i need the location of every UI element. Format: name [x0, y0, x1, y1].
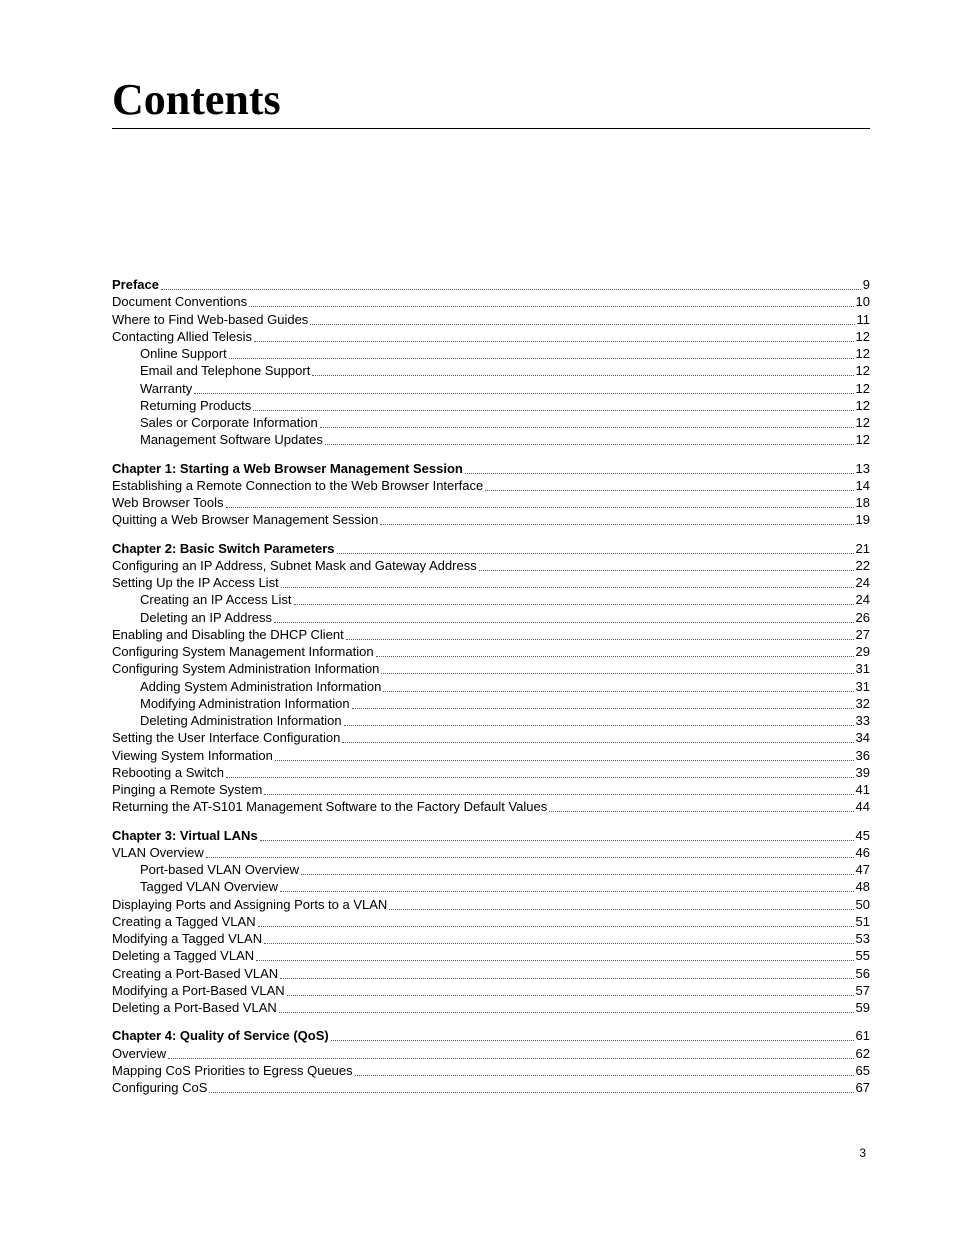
toc-entry-title: Where to Find Web-based Guides — [112, 311, 309, 327]
toc-entry-page: 45 — [855, 827, 870, 843]
toc-chapter-entry[interactable] — [112, 1027, 870, 1044]
table-of-contents — [112, 276, 870, 1107]
dot-leader — [301, 862, 854, 875]
page-number: 3 — [859, 1146, 866, 1160]
toc-entry-title: Preface — [112, 277, 159, 292]
toc-entry-title: Deleting a Port-Based VLAN — [112, 1000, 277, 1015]
toc-entry-page: 26 — [855, 609, 870, 625]
toc-entry-title: Configuring an IP Address, Subnet Mask and Gateway Address — [112, 557, 477, 573]
toc-entry-page: 67 — [855, 1080, 870, 1095]
dot-leader — [274, 610, 854, 623]
toc-entry-page: 34 — [855, 730, 870, 746]
dot-leader — [253, 398, 853, 411]
toc-entry-title: Pinging a Remote System — [112, 782, 263, 797]
toc-entry-page: 51 — [855, 913, 870, 929]
dot-leader — [380, 512, 853, 525]
toc-section — [112, 540, 870, 816]
toc-entry-title: Tagged VLAN Overview — [140, 879, 279, 895]
toc-entry-page: 33 — [855, 713, 870, 728]
toc-entry-page: 50 — [855, 896, 870, 912]
toc-entry-title: Modifying a Tagged VLAN — [112, 931, 263, 946]
toc-entry-page: 12 — [855, 432, 870, 448]
dot-leader — [254, 329, 854, 342]
dot-leader — [342, 730, 853, 743]
toc-entry[interactable] — [112, 380, 870, 397]
dot-leader — [389, 897, 853, 910]
toc-entry[interactable] — [112, 798, 870, 815]
dot-leader — [381, 661, 853, 674]
toc-entry-page: 32 — [855, 695, 870, 711]
toc-entry[interactable] — [112, 729, 870, 746]
toc-entry[interactable] — [112, 712, 870, 729]
toc-entry-title: Creating an IP Access List — [140, 592, 292, 608]
dot-leader — [226, 765, 854, 778]
toc-entry-title: Creating a Port-Based VLAN — [112, 965, 279, 981]
dot-leader — [275, 748, 854, 761]
toc-entry[interactable] — [112, 511, 870, 528]
toc-entry-title: Configuring System Administration Information — [112, 661, 380, 677]
dot-leader — [281, 575, 854, 588]
dot-leader — [287, 983, 854, 996]
toc-chapter-entry[interactable] — [112, 460, 870, 477]
dot-leader — [280, 879, 854, 892]
dot-leader — [206, 845, 854, 858]
dot-leader — [352, 696, 854, 709]
dot-leader — [279, 1000, 854, 1013]
toc-entry-page: 59 — [855, 1000, 870, 1015]
toc-entry-page: 11 — [856, 311, 870, 327]
toc-entry-title: Overview — [112, 1045, 167, 1061]
toc-entry[interactable] — [112, 557, 870, 574]
toc-entry[interactable] — [112, 695, 870, 712]
toc-entry[interactable] — [112, 660, 870, 677]
toc-entry-page: 44 — [855, 799, 870, 815]
toc-entry-page: 9 — [862, 277, 870, 292]
dot-leader — [226, 495, 854, 508]
dot-leader — [249, 294, 853, 307]
toc-entry-page: 29 — [855, 644, 870, 659]
dot-leader — [376, 644, 854, 657]
toc-entry[interactable] — [112, 397, 870, 414]
toc-entry-page: 53 — [855, 931, 870, 946]
toc-entry-title: Deleting a Tagged VLAN — [112, 948, 255, 964]
toc-entry[interactable] — [112, 965, 870, 982]
toc-entry[interactable] — [112, 878, 870, 895]
toc-entry-page: 61 — [855, 1028, 870, 1044]
toc-entry-page: 13 — [855, 460, 870, 476]
dot-leader — [294, 592, 854, 605]
toc-entry-page: 12 — [855, 397, 870, 413]
dot-leader — [479, 558, 854, 571]
toc-entry-page: 48 — [855, 879, 870, 895]
toc-entry-title: Contacting Allied Telesis — [112, 328, 252, 344]
toc-entry-title: Mapping CoS Priorities to Egress Queues — [112, 1062, 353, 1078]
toc-entry-page: 55 — [855, 948, 870, 964]
toc-entry[interactable] — [112, 293, 870, 310]
toc-entry[interactable] — [112, 345, 870, 362]
toc-entry[interactable] — [112, 930, 870, 947]
toc-entry[interactable] — [112, 414, 870, 431]
toc-entry-title: Warranty — [140, 380, 193, 396]
toc-entry[interactable] — [112, 477, 870, 494]
toc-entry-title: Returning the AT-S101 Management Software to the Factory Default Values — [112, 799, 548, 815]
toc-entry-title: Document Conventions — [112, 294, 248, 310]
toc-entry-title: Chapter 3: Virtual LANs — [112, 827, 258, 843]
toc-entry-title: Configuring System Management Information — [112, 644, 374, 659]
toc-entry-page: 56 — [855, 965, 870, 981]
toc-entry-title: Deleting Administration Information — [140, 713, 342, 728]
dot-leader — [194, 381, 853, 394]
toc-entry-page: 62 — [855, 1045, 870, 1061]
toc-entry-title: Modifying a Port-Based VLAN — [112, 982, 285, 998]
toc-entry[interactable] — [112, 626, 870, 643]
dot-leader — [280, 966, 853, 979]
toc-entry[interactable] — [112, 1079, 870, 1096]
toc-entry[interactable] — [112, 844, 870, 861]
dot-leader — [325, 432, 854, 445]
toc-entry-page: 12 — [855, 380, 870, 396]
dot-leader — [264, 931, 853, 944]
toc-entry[interactable] — [112, 362, 870, 379]
toc-entry[interactable] — [112, 947, 870, 964]
toc-entry-page: 24 — [855, 592, 870, 608]
dot-leader — [256, 948, 853, 961]
toc-entry[interactable] — [112, 1062, 870, 1079]
dot-leader — [320, 415, 854, 428]
toc-chapter-entry[interactable] — [112, 276, 870, 293]
toc-entry-page: 31 — [855, 661, 870, 677]
toc-entry-page: 47 — [855, 862, 870, 877]
toc-entry[interactable] — [112, 328, 870, 345]
dot-leader — [260, 828, 854, 841]
dot-leader — [229, 346, 854, 359]
dot-leader — [355, 1063, 854, 1076]
page-title: Contents — [112, 75, 281, 124]
toc-entry-title: Setting the User Interface Configuration — [112, 730, 341, 746]
dot-leader — [209, 1080, 853, 1093]
toc-section — [112, 1027, 870, 1096]
toc-chapter-entry[interactable] — [112, 827, 870, 844]
toc-entry[interactable] — [112, 311, 870, 328]
toc-section — [112, 827, 870, 1017]
toc-entry-page: 41 — [855, 782, 870, 797]
toc-entry-page: 19 — [855, 512, 870, 528]
toc-entry-title: Chapter 4: Quality of Service (QoS) — [112, 1028, 329, 1044]
toc-entry-page: 12 — [855, 328, 870, 344]
dot-leader — [383, 679, 853, 692]
toc-entry[interactable] — [112, 999, 870, 1016]
title-rule — [112, 128, 870, 129]
toc-entry-title: Chapter 2: Basic Switch Parameters — [112, 540, 335, 556]
toc-entry-page: 12 — [855, 363, 870, 379]
toc-entry-page: 14 — [855, 477, 870, 493]
toc-entry-title: Web Browser Tools — [112, 495, 224, 510]
toc-entry-title: VLAN Overview — [112, 844, 204, 860]
toc-entry[interactable] — [112, 861, 870, 878]
toc-entry-page: 21 — [855, 540, 870, 556]
dot-leader — [331, 1028, 854, 1041]
toc-entry-page: 22 — [855, 557, 870, 573]
toc-entry-title: Setting Up the IP Access List — [112, 575, 279, 590]
toc-entry-title: Establishing a Remote Connection to the Web Browser Interface — [112, 477, 484, 493]
toc-entry[interactable] — [112, 609, 870, 626]
toc-entry-page: 46 — [855, 844, 870, 860]
toc-section — [112, 276, 870, 449]
toc-entry-title: Rebooting a Switch — [112, 764, 225, 780]
toc-entry[interactable] — [112, 747, 870, 764]
toc-entry-title: Port-based VLAN Overview — [140, 862, 299, 877]
toc-entry[interactable] — [112, 913, 870, 930]
toc-entry-title: Adding System Administration Information — [140, 678, 382, 694]
dot-leader — [344, 713, 854, 726]
dot-leader — [168, 1046, 853, 1059]
toc-entry-title: Online Support — [140, 346, 227, 361]
toc-entry-title: Quitting a Web Browser Management Session — [112, 512, 379, 528]
toc-entry-title: Displaying Ports and Assigning Ports to a VLAN — [112, 896, 388, 912]
toc-entry[interactable] — [112, 781, 870, 798]
toc-entry[interactable] — [112, 764, 870, 781]
toc-entry-title: Chapter 1: Starting a Web Browser Management Session — [112, 460, 463, 476]
toc-entry-title: Sales or Corporate Information — [140, 415, 318, 430]
toc-entry-page: 12 — [855, 346, 870, 361]
toc-entry[interactable] — [112, 494, 870, 511]
toc-entry-page: 12 — [855, 415, 870, 430]
dot-leader — [310, 312, 854, 325]
toc-entry-title: Email and Telephone Support — [140, 363, 311, 379]
toc-entry-page: 18 — [855, 495, 870, 510]
toc-entry-title: Management Software Updates — [140, 432, 323, 448]
dot-leader — [337, 541, 854, 554]
dot-leader — [485, 478, 853, 491]
toc-entry-page: 36 — [855, 747, 870, 763]
toc-section — [112, 460, 870, 529]
toc-entry-page: 24 — [855, 575, 870, 590]
toc-entry-title: Deleting an IP Address — [140, 609, 273, 625]
toc-entry-page: 31 — [855, 678, 870, 694]
dot-leader — [346, 627, 854, 640]
dot-leader — [264, 782, 853, 795]
toc-entry-title: Creating a Tagged VLAN — [112, 913, 256, 929]
dot-leader — [312, 363, 853, 376]
toc-entry-page: 39 — [855, 764, 870, 780]
toc-entry[interactable] — [112, 1045, 870, 1062]
toc-entry[interactable] — [112, 896, 870, 913]
toc-entry-title: Modifying Administration Information — [140, 695, 350, 711]
dot-leader — [161, 277, 861, 290]
toc-entry[interactable] — [112, 678, 870, 695]
dot-leader — [465, 461, 854, 474]
toc-entry[interactable] — [112, 591, 870, 608]
toc-entry[interactable] — [112, 982, 870, 999]
dot-leader — [549, 799, 853, 812]
toc-entry-title: Returning Products — [140, 397, 252, 413]
toc-entry[interactable] — [112, 431, 870, 448]
toc-entry[interactable] — [112, 574, 870, 591]
toc-entry[interactable] — [112, 643, 870, 660]
dot-leader — [258, 914, 854, 927]
toc-entry-page: 57 — [855, 982, 870, 998]
toc-entry-title: Viewing System Information — [112, 747, 273, 763]
toc-entry-title: Enabling and Disabling the DHCP Client — [112, 626, 344, 642]
toc-chapter-entry[interactable] — [112, 540, 870, 557]
toc-entry-page: 65 — [855, 1062, 870, 1078]
toc-entry-page: 27 — [855, 626, 870, 642]
toc-entry-page: 10 — [855, 294, 870, 310]
toc-entry-title: Configuring CoS — [112, 1080, 208, 1095]
